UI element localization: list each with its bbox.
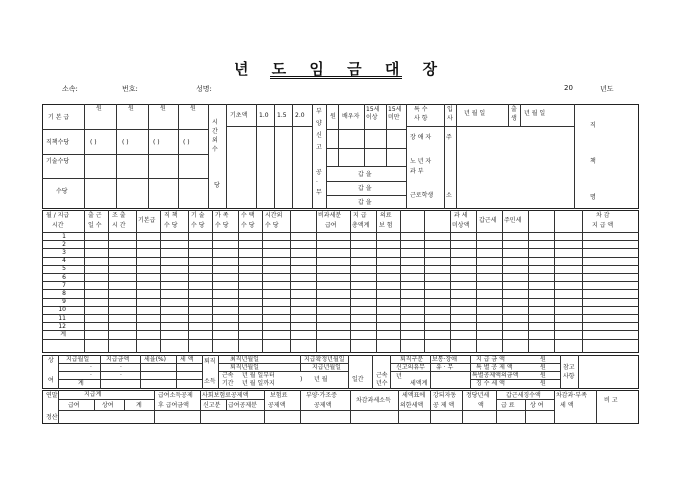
col-medical-1: 의료 — [380, 212, 392, 219]
personal-deduct-label: 사회보험료공제액 — [202, 392, 249, 399]
col-attend-2: 일 수 — [88, 222, 102, 229]
table-row-label: 7 — [62, 281, 66, 289]
yes-no-option: 유 · 무 — [436, 364, 454, 371]
pay-date2-label: 지급년월일 — [312, 364, 341, 371]
col-base: 기본급 — [138, 217, 156, 224]
adj-bonus-label: 상 여 — [530, 402, 544, 409]
paren-close: ) — [300, 376, 303, 383]
join-ymd: 년 월 일 — [464, 110, 486, 117]
duty-v: 책 — [590, 158, 596, 165]
table-row-line — [42, 248, 639, 249]
tax-amount2-label: 징 수 세 액 — [476, 380, 505, 387]
table-row-line — [42, 281, 639, 282]
col-nontax-1: 비과세분 — [318, 212, 342, 219]
position-v: 직 — [590, 122, 596, 129]
won-short: 원 — [330, 113, 336, 120]
year-month-label: 년 월 — [314, 376, 328, 383]
diff-label: 차감과·부족 — [556, 392, 587, 399]
spouse-label: 배우자 — [342, 113, 360, 120]
table-row-label: 계 — [60, 330, 66, 338]
settle-v2: 정산 — [46, 414, 58, 421]
won-mark: 원 — [540, 356, 546, 363]
note-label: 비 고 — [604, 397, 618, 404]
gap-eul-1: 갑 을 — [358, 171, 372, 178]
col-month: 월 / 지급 — [46, 212, 70, 219]
disabled-label: 장 애 자 — [410, 134, 432, 141]
retire-date2-label: 퇴직년월일 — [230, 364, 259, 371]
taxable-income-label: 차감과세소득 — [356, 397, 391, 404]
paid-month-label: 지급월일 — [66, 356, 90, 363]
year-suffix: 년도 — [600, 85, 614, 93]
col-nontax-2: 급여 — [325, 222, 337, 229]
parens: ( ) — [90, 139, 97, 146]
normal-option: 보통·장애 — [432, 356, 458, 363]
personal-pay-label: 급여공제분 — [228, 402, 257, 409]
parens: ( ) — [183, 139, 190, 146]
table-row-line — [42, 265, 639, 266]
table-row-label: 12 — [58, 322, 66, 330]
year-unit: 년 — [396, 373, 402, 380]
won-unit: 원 — [190, 105, 196, 112]
reason-label: 퇴직구분 — [400, 356, 424, 363]
income-tax-adj-label: 갑근세징수액 — [506, 392, 541, 399]
table-row-label: 11 — [58, 314, 66, 322]
retire-v2: 소득 — [204, 378, 216, 385]
table-row-label: 5 — [62, 265, 66, 273]
ref-label-2: 사항 — [563, 373, 575, 380]
age15-under-label: 15세 미만 — [388, 106, 402, 121]
number-label: 번호: — [122, 85, 138, 93]
tax-calc-label: 세액계 — [410, 380, 428, 387]
title-underline — [270, 76, 402, 77]
col-net-2: 지 급 액 — [592, 222, 614, 229]
earned-deduct-label: 급여소득공제 — [158, 392, 193, 399]
special-deduct-label: 특 별 공 제 액 — [476, 364, 513, 371]
col-net-1: 차 감 — [596, 212, 610, 219]
table-row-line — [42, 240, 639, 241]
income-label: 급여 — [68, 402, 80, 409]
table-row-label: 1 — [62, 232, 66, 240]
rate-1-5: 1.5 — [277, 112, 287, 119]
paid-amount-label: 지급금액 — [106, 356, 130, 363]
final-tax2-label: 액 — [478, 402, 484, 409]
calc-tax2-label: 의한세액 — [400, 402, 424, 409]
elderly-label: 노 년 자 — [410, 158, 432, 165]
insurance-deduct2-label: 공제액 — [268, 402, 286, 409]
ref-label-1: 참고 — [563, 364, 575, 371]
table-row-label: 8 — [62, 289, 66, 297]
col-position-2: 수 당 — [164, 222, 178, 229]
bonus-v1: 상 — [48, 357, 54, 364]
special-label-1: 특 수 — [414, 106, 428, 113]
settlement-box — [42, 390, 639, 424]
base-amount-label: 기초액 — [230, 112, 248, 119]
won-mark: 원 — [540, 372, 546, 379]
main-mark: 주 — [446, 134, 452, 141]
after-deduct-label: 후 급여금액 — [158, 402, 189, 409]
deduct-vertical: 공 · 무 — [316, 169, 322, 196]
col-taxable-2: 미상액 — [452, 222, 470, 229]
parens: ( ) — [122, 139, 129, 146]
table-row-label: 2 — [62, 240, 66, 248]
leave-ymd: 년 월 일 — [524, 110, 546, 117]
col-position-1: 직 책 — [164, 212, 178, 219]
diff2-label: 세 액 — [560, 402, 574, 409]
pay-date-label: 지급확정년월일 — [304, 356, 345, 363]
small-mark: 소 — [446, 192, 452, 199]
dot: · — [120, 364, 122, 371]
col-family-1: 가 족 — [215, 212, 229, 219]
join-label-2: 사 — [447, 115, 453, 122]
col-housing-1: 수 택 — [241, 212, 255, 219]
tax-amount-label: 세 액 — [180, 356, 194, 363]
table-row-line — [42, 322, 639, 323]
parens: ( ) — [153, 139, 160, 146]
col-family-2: 수 당 — [215, 222, 229, 229]
won-mark: 원 — [540, 364, 546, 371]
basic-pay-label: 기 본 급 — [48, 114, 70, 121]
dept-label: 소속: — [62, 85, 78, 93]
position-allowance-label: 직책수당 — [46, 139, 70, 146]
table-row-line — [42, 330, 639, 331]
reason2-label: 신고의유무 — [396, 364, 425, 371]
col-work-2: 시 간 — [112, 222, 126, 229]
dependent-tax-label: 부양·가조증 — [306, 392, 337, 399]
won-unit: 원 — [96, 105, 102, 112]
col-skill-2: 수 당 — [191, 222, 205, 229]
col-resident-tax: 주민세 — [504, 217, 522, 224]
tax-rate-label: 세율(%) — [144, 356, 166, 363]
bonus-total-label: 계 — [78, 380, 84, 387]
won-unit: 원 — [128, 105, 134, 112]
col-overtime-1: 시간외 — [265, 212, 283, 219]
rate-2-0: 2.0 — [295, 112, 305, 119]
skill-allowance-label: 기술수당 — [46, 158, 70, 165]
bonus-label: 상여 — [102, 402, 114, 409]
settle-v1: 연말 — [46, 392, 58, 399]
table-row-label: 4 — [62, 257, 66, 265]
table-row-line — [42, 339, 639, 340]
col-housing-2: 수 당 — [241, 222, 255, 229]
top-info-box — [42, 104, 639, 209]
bonus-v2: 여 — [48, 377, 54, 384]
service-v1: 근속 — [222, 372, 234, 379]
page-title: 년 도 임 금 대 장 — [233, 60, 447, 78]
name-v: 명 — [590, 194, 596, 201]
ymd-to: 년 월 일까지 — [242, 380, 275, 387]
col-medical-2: 보 험 — [379, 222, 393, 229]
year-prefix: 20 — [564, 84, 573, 92]
dot: · — [90, 364, 92, 371]
ymd-from: 년 월 일부터 — [242, 372, 275, 379]
retire-date-label: 최직년월일 — [230, 356, 259, 363]
table-row-line — [42, 314, 639, 315]
col-paytotal-2: 총액계 — [352, 222, 370, 229]
insurance-deduct-label: 보험료 — [270, 392, 288, 399]
rate-1-0: 1.0 — [259, 112, 269, 119]
household-label: 과 부 — [410, 168, 424, 175]
overtime-vertical-label: 시 간 외 수 — [212, 119, 218, 153]
table-row-line — [42, 306, 639, 307]
dependents-vertical: 부 양 신 고 — [316, 108, 322, 151]
overtime-dang: 당 — [214, 182, 220, 189]
paid-amt-label: 지 급 금 액 — [476, 356, 505, 363]
table-row-label: 3 — [62, 248, 66, 256]
gap-eul-2: 갑 을 — [358, 185, 372, 192]
dot: · — [120, 372, 122, 379]
table-row-label: 9 — [62, 298, 66, 306]
personal-filed-label: 신고분 — [203, 402, 221, 409]
pay-total-label: 지급계 — [84, 391, 102, 398]
special-tax-label: 특별공제액의금액 — [472, 372, 519, 379]
special-label-2: 사 항 — [414, 115, 428, 122]
worker-student-label: 근로학생 — [410, 192, 434, 199]
name-label: 성명: — [196, 85, 212, 93]
col-income-tax: 갑근세 — [479, 217, 497, 224]
table-row-label: 10 — [58, 306, 66, 314]
leave-label-2: 생 — [511, 115, 517, 122]
house2-label: 공 제 액 — [433, 402, 455, 409]
service-v2: 기간 — [222, 380, 234, 387]
col-time: 시간 — [52, 222, 64, 229]
house-label: 강되자동 — [433, 392, 457, 399]
leave-label-1: 출 — [511, 106, 517, 113]
table-row-line — [42, 289, 639, 290]
adj-pay-label: 급 료 — [501, 402, 515, 409]
won-mark: 원 — [540, 380, 546, 387]
dependent-tax2-label: 공제액 — [314, 402, 332, 409]
won-unit: 원 — [160, 105, 166, 112]
col-overtime-2: 수 당 — [265, 222, 279, 229]
col-work-1: 조 출 — [112, 212, 126, 219]
table-row-line — [42, 257, 639, 258]
table-row-label: 6 — [62, 273, 66, 281]
title-underline — [270, 78, 402, 79]
allowance-label: 수당 — [56, 188, 68, 195]
col-taxable-1: 과 세 — [454, 212, 468, 219]
period-label: 일간 — [352, 376, 364, 383]
sum-label: 계 — [136, 402, 142, 409]
col-skill-1: 기 술 — [191, 212, 205, 219]
calc-tax-label: 세액표에 — [402, 392, 426, 399]
service-yr-2: 년수 — [376, 380, 388, 387]
join-label-1: 입 — [447, 106, 453, 113]
retire-v1: 퇴직 — [204, 358, 216, 365]
col-attend-1: 출 근 — [88, 212, 102, 219]
service-yr-1: 근속 — [376, 372, 388, 379]
col-paytotal-1: 지 급 — [353, 212, 367, 219]
final-tax-label: 정당년세 — [466, 392, 490, 399]
gap-eul-3: 갑 을 — [358, 199, 372, 206]
dot: · — [90, 372, 92, 379]
table-row-line — [42, 273, 639, 274]
age15-over-label: 15세 이상 — [366, 106, 380, 121]
table-row-line — [42, 298, 639, 299]
